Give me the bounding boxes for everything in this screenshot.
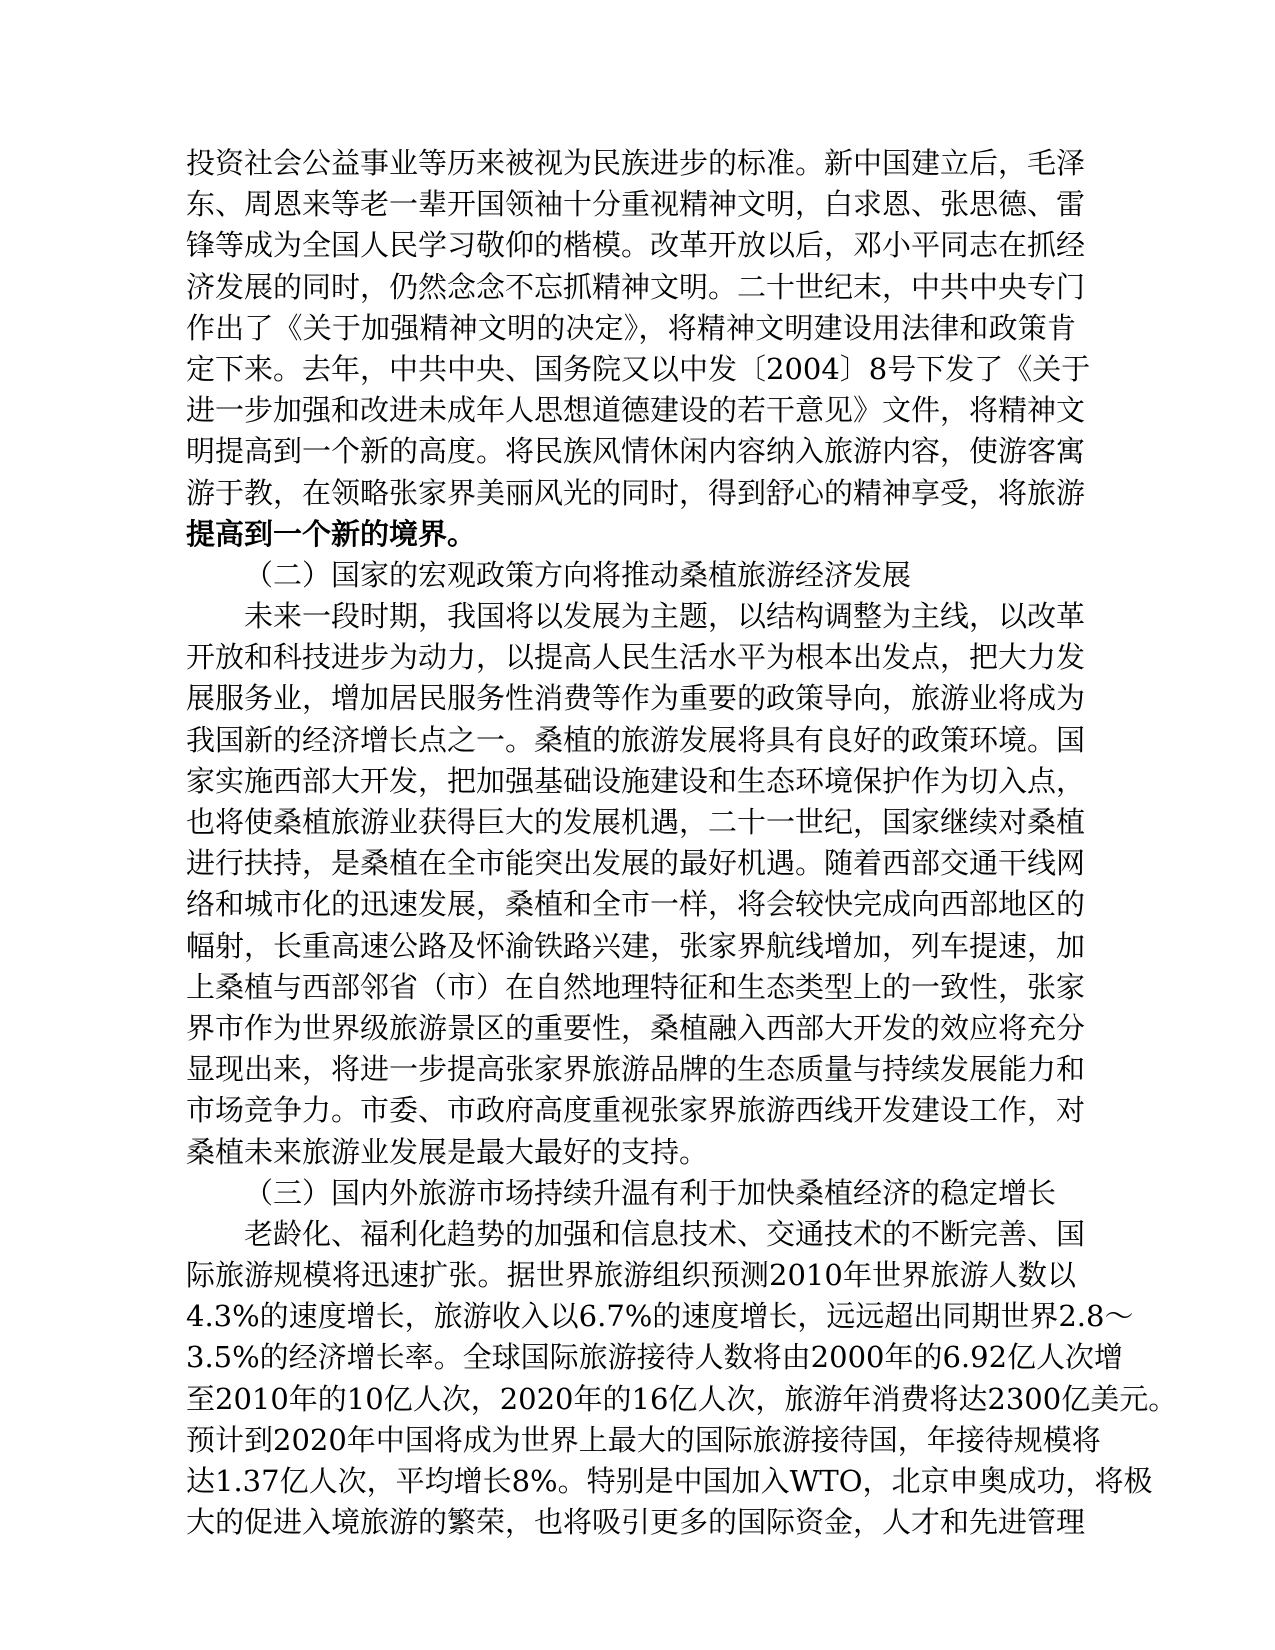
text-line: 明提高到一个新的高度。将民族风情休闲内容纳入旅游内容，使游客寓 (186, 434, 1086, 469)
text-line: 显现出来，将进一步提高张家界旅游品牌的生态质量与持续发展能力和 (186, 1052, 1086, 1087)
text-line: 预计到2020年中国将成为世界上最大的国际旅游接待国，年接待规模将 (186, 1422, 1101, 1457)
text-line: 提高到一个新的境界。 (186, 516, 477, 551)
section-heading: （三）国内外旅游市场持续升温有利于加快桑植经济的稳定增长 (244, 1175, 1057, 1210)
text-line: 界市作为世界级旅游景区的重要性，桑植融入西部大开发的效应将充分 (186, 1010, 1086, 1045)
text-line: 济发展的同时，仍然念念不忘抓精神文明。二十世纪末，中共中央专门 (186, 269, 1086, 304)
text-line: 进一步加强和改进未成年人思想道德建设的若干意见》文件，将精神文 (186, 393, 1086, 428)
text-line: 3.5%的经济增长率。全球国际旅游接待人数将由2000年的6.92亿人次增 (186, 1340, 1124, 1375)
text-line: 老龄化、福利化趋势的加强和信息技术、交通技术的不断完善、国 (244, 1216, 1086, 1251)
text-line: 际旅游规模将迅速扩张。据世界旅游组织预测2010年世界旅游人数以 (186, 1258, 1076, 1293)
text-line: 锋等成为全国人民学习敬仰的楷模。改革开放以后，邓小平同志在抓经 (186, 228, 1086, 263)
text-line: 游于教，在领略张家界美丽风光的同时，得到舒心的精神享受，将旅游 (186, 475, 1086, 510)
text-line: 进行扶持，是桑植在全市能突出发展的最好机遇。随着西部交通干线网 (186, 846, 1086, 881)
text-line: 定下来。去年，中共中央、国务院又以中发〔2004〕8号下发了《关于 (186, 351, 1091, 386)
text-line: 4.3%的速度增长，旅游收入以6.7%的速度增长，远远超出同期世界2.8～ (186, 1299, 1134, 1334)
text-line: 展服务业，增加居民服务性消费等作为重要的政策导向，旅游业将成为 (186, 681, 1086, 716)
text-line: 东、周恩来等老一辈开国领袖十分重视精神文明，白求恩、张思德、雷 (186, 187, 1086, 222)
paragraph-2 (186, 596, 1086, 1173)
text-line: 投资社会公益事业等历来被视为民族进步的标准。新中国建立后，毛泽 (186, 146, 1086, 180)
text-line: 我国新的经济增长点之一。桑植的旅游发展将具有良好的政策环境。国 (186, 722, 1086, 757)
text-line: 作出了《关于加强精神文明的决定》，将精神文明建设用法律和政策肯 (186, 310, 1076, 345)
text-line: 络和城市化的迅速发展，桑植和全市一样，将会较快完成向西部地区的 (186, 887, 1086, 922)
document-page (186, 143, 1178, 1543)
text-line: 家实施西部大开发，把加强基础设施建设和生态环境保护作为切入点， (186, 763, 1086, 798)
paragraph-3 (186, 1214, 1178, 1544)
text-line: 开放和科技进步为动力，以提高人民生活水平为根本出发点，把大力发 (186, 640, 1086, 675)
paragraph-1 (186, 143, 1091, 555)
section-heading: （二）国家的宏观政策方向将推动桑植旅游经济发展 (244, 557, 912, 592)
text-line: 市场竞争力。市委、市政府高度重视张家界旅游西线开发建设工作，对 (186, 1093, 1086, 1128)
text-line: 达1.37亿人次，平均增长8%。特别是中国加入WTO，北京申奥成功，将极 (186, 1464, 1153, 1498)
text-line: 幅射，长重高速公路及怀渝铁路兴建，张家界航线增加，列车提速，加 (186, 928, 1086, 963)
text-line: 桑植未来旅游业发展是最大最好的支持。 (186, 1134, 709, 1169)
text-line: 至2010年的10亿人次，2020年的16亿人次，旅游年消费将达2300亿美元。 (186, 1381, 1178, 1416)
text-line: 上桑植与西部邻省（市）在自然地理特征和生态类型上的一致性，张家 (186, 969, 1086, 1004)
text-line: 也将使桑植旅游业获得巨大的发展机遇，二十一世纪，国家继续对桑植 (186, 805, 1086, 839)
text-line: 大的促进入境旅游的繁荣，也将吸引更多的国际资金，人才和先进管理 (186, 1505, 1086, 1540)
text-line: 未来一段时期，我国将以发展为主题，以结构调整为主线，以改革 (244, 599, 1086, 634)
